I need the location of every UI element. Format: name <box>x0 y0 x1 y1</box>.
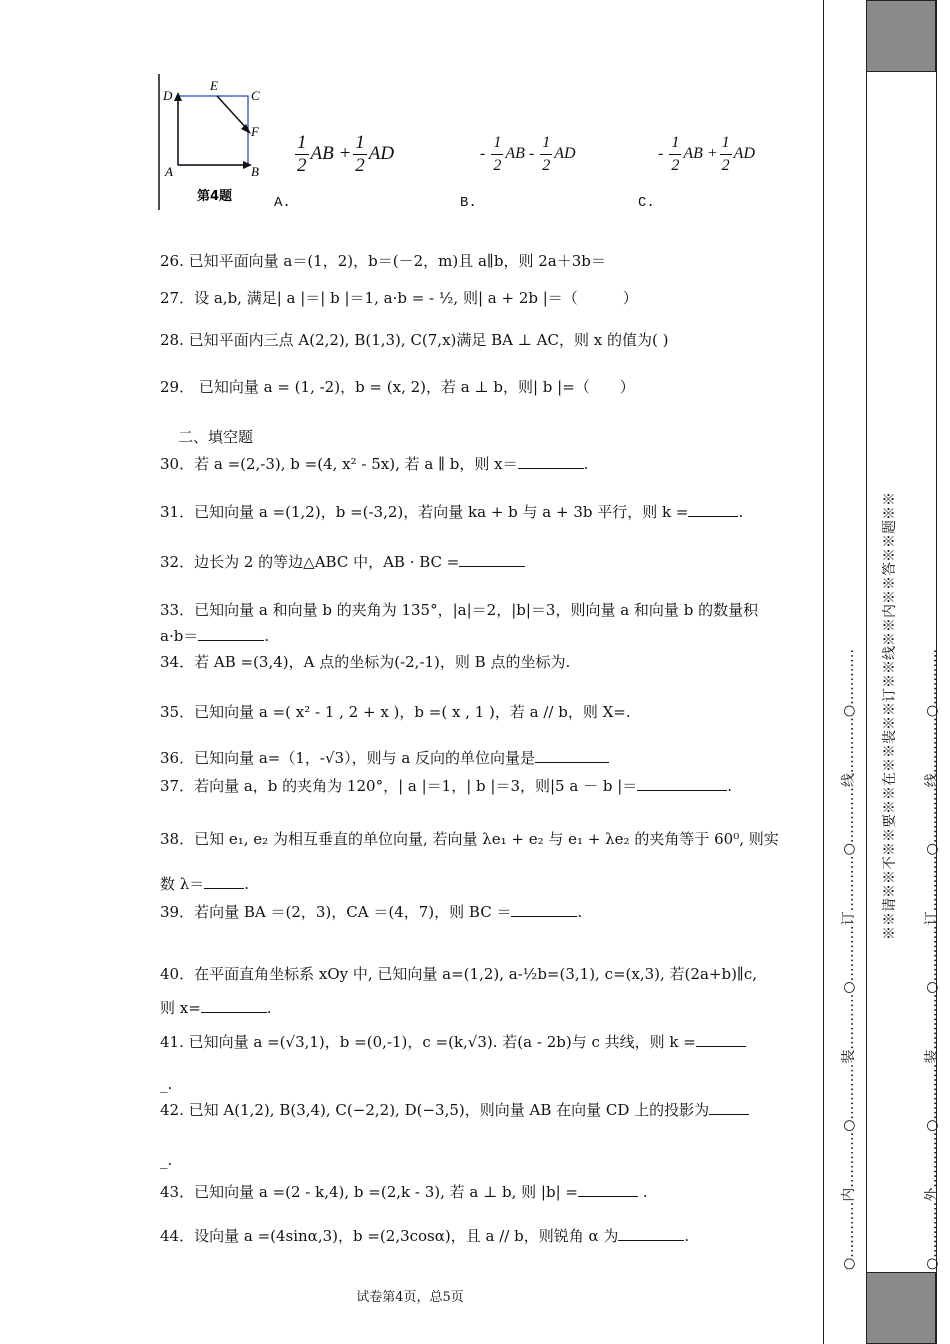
question-28: 28. 已知平面内三点 A(2,2), B(1,3), C(7,x)满足 BA ⊥ AC，则 x 的值为( ) <box>160 331 669 349</box>
question-33a: 33．已知向量 a 和向量 b 的夹角为 135°，|a|＝2，|b|＝3，则向量 a 和向量 b 的数量积 <box>160 601 759 619</box>
question-41a-text: 41. 已知向量 a =(√3,1)，b =(0,-1)，c =(k,√3). 若(a - 2b)与 c 共线，则 k = <box>160 1033 696 1051</box>
choice-a-expr: $\frac{1}{2}$ AB + $\frac{1}{2}$ AD <box>297 132 395 176</box>
svg-text:F: F <box>251 124 259 139</box>
answer-blank <box>511 916 577 917</box>
choice-a-label: A. <box>274 195 291 211</box>
answer-blank <box>535 762 609 763</box>
question-26: 26. 已知平面向量 a＝(1，2)，b＝(－2，m)且 a∥b，则 2a＋3b＝ <box>160 252 606 270</box>
answer-blank <box>688 516 738 517</box>
question-33b-text: a·b＝ <box>160 627 199 645</box>
question-41a <box>160 1032 746 1052</box>
question-43-text: 43．已知向量 a =(2 - k,4), b =(2,k - 3), 若 a ⊥ b, 则 |b| = <box>160 1183 578 1201</box>
question-44: 44．设向量 a =(4sinα,3)，b =(2,3cosα)，且 a // b，则锐角 α 为 . <box>160 1227 690 1245</box>
question-36-text: 36．已知向量 a=（1，-√3），则与 a 反向的单位向量是 <box>160 749 536 767</box>
answer-blank <box>204 888 244 889</box>
question-34: 34．若 AB =(3,4)，A 点的坐标为(-2,-1)，则 B 点的坐标为. <box>160 653 571 671</box>
question-37: 37．若向量 a，b 的夹角为 120°，| a |＝1，| b |＝3，则|5 a － b |＝ . <box>160 777 733 795</box>
choice-b-expr: - $\frac{1}{2}$ AB - $\frac{1}{2}$ AD <box>480 134 576 174</box>
question-38b-text: 数 λ＝ <box>160 875 205 893</box>
question-42a-text: 42. 已知 A(1,2), B(3,4), C(−2,2), D(−3,5)，则向量 AB 在向量 CD 上的投影为 <box>160 1101 710 1119</box>
binding-line-inner <box>866 0 867 1344</box>
question-42b: _. <box>160 1151 173 1169</box>
question-39: 39．若向量 BA ＝(2，3)，CA ＝(4，7)，则 BC ＝ . <box>160 903 583 921</box>
question-41b: _. <box>160 1075 173 1093</box>
question-40b: 则 x= . <box>160 999 272 1017</box>
question-40a: 40．在平面直角坐标系 xOy 中, 已知向量 a=(1,2), a-½b=(3,1), c=(x,3), 若(2a+b)∥c, <box>160 965 758 983</box>
question-38a: 38．已知 e₁, e₂ 为相互垂直的单位向量, 若向量 λe₁ + e₂ 与 e₁ + λe₂ 的夹角等于 60⁰, 则实 <box>160 830 779 848</box>
binding-dark-block-bottom <box>866 1272 936 1344</box>
question-32 <box>160 552 525 572</box>
question-32-text: 32．边长为 2 的等边△ABC 中，AB · BC = <box>160 553 460 571</box>
question-44-text: 44．设向量 a =(4sinα,3)，b =(2,3cosα)，且 a // b，则锐角 α 为 <box>160 1227 619 1245</box>
choice-c-label: C. <box>638 195 655 211</box>
page-footer: 试卷第4页，总5页 <box>356 1290 464 1305</box>
binding-warning-text: ※※请※※不※※要※※在※※装※※订※※线※※内※※答※※题※※ <box>882 492 898 940</box>
svg-text:C: C <box>251 88 260 103</box>
question-31: 31．已知向量 a =(1,2)，b =(-3,2)，若向量 ka + b 与 a + 3b 平行，则 k = . <box>160 503 744 521</box>
svg-text:D: D <box>163 88 173 103</box>
question-37-text: 37．若向量 a，b 的夹角为 120°，| a |＝1，| b |＝3，则|5 a － b |＝ <box>160 777 638 795</box>
binding-outer-line-text: ○…………外…………○…………装…………○…………订…………○…………线…………○………… <box>924 648 940 1270</box>
answer-blank <box>518 468 584 469</box>
choice-c-expr: - $\frac{1}{2}$ AB + $\frac{1}{2}$ AD <box>658 134 755 174</box>
question-43: 43．已知向量 a =(2 - k,4), b =(2,k - 3), 若 a ⊥ b, 则 |b| = . <box>160 1183 648 1201</box>
answer-blank <box>578 1196 638 1197</box>
question-35: 35．已知向量 a =( x² - 1 , 2 + x )，b =( x , 1 )，若 a // b，则 X=. <box>160 703 631 721</box>
section-2-heading: 二、填空题 <box>178 428 254 446</box>
question-40b-text: 则 x= <box>160 999 201 1017</box>
question-42a <box>160 1100 749 1120</box>
answer-blank <box>201 1012 267 1013</box>
answer-blank <box>696 1046 746 1047</box>
binding-inner-line-text: ○…………内…………○…………装…………○…………订…………○…………线…………○………… <box>841 648 857 1270</box>
question-36 <box>160 748 609 768</box>
question-33b: a·b＝ . <box>160 627 270 645</box>
answer-blank <box>198 640 264 641</box>
question-30-text: 30．若 a =(2,-3), b =(4, x² - 5x), 若 a ∥ b，则 x＝ <box>160 455 518 473</box>
svg-text:B: B <box>251 164 259 179</box>
binding-dark-block-top <box>866 0 936 72</box>
question-27: 27．设 a,b, 满足| a |＝| b |＝1, a·b = - ½, 则| a + 2b |＝（ ） <box>160 289 638 307</box>
figure-caption: 第4题 <box>197 189 233 204</box>
question-30: 30．若 a =(2,-3), b =(4, x² - 5x), 若 a ∥ b，则 x＝ . <box>160 455 589 473</box>
question-4-figure <box>155 72 280 212</box>
answer-blank <box>637 790 727 791</box>
svg-text:A: A <box>165 164 173 179</box>
answer-blank <box>618 1240 684 1241</box>
svg-text:E: E <box>210 78 218 93</box>
question-31-text: 31．已知向量 a =(1,2)，b =(-3,2)，若向量 ka + b 与 a + 3b 平行，则 k = <box>160 503 689 521</box>
answer-blank <box>709 1114 749 1115</box>
answer-blank <box>459 566 525 567</box>
question-38b: 数 λ＝ . <box>160 875 250 893</box>
question-39-text: 39．若向量 BA ＝(2，3)，CA ＝(4，7)，则 BC ＝ <box>160 903 512 921</box>
choice-b-label: B. <box>460 195 477 211</box>
question-29: 29． 已知向量 a = (1, -2)，b = (x, 2)，若 a ⊥ b，则| b |=（ ） <box>160 378 635 396</box>
